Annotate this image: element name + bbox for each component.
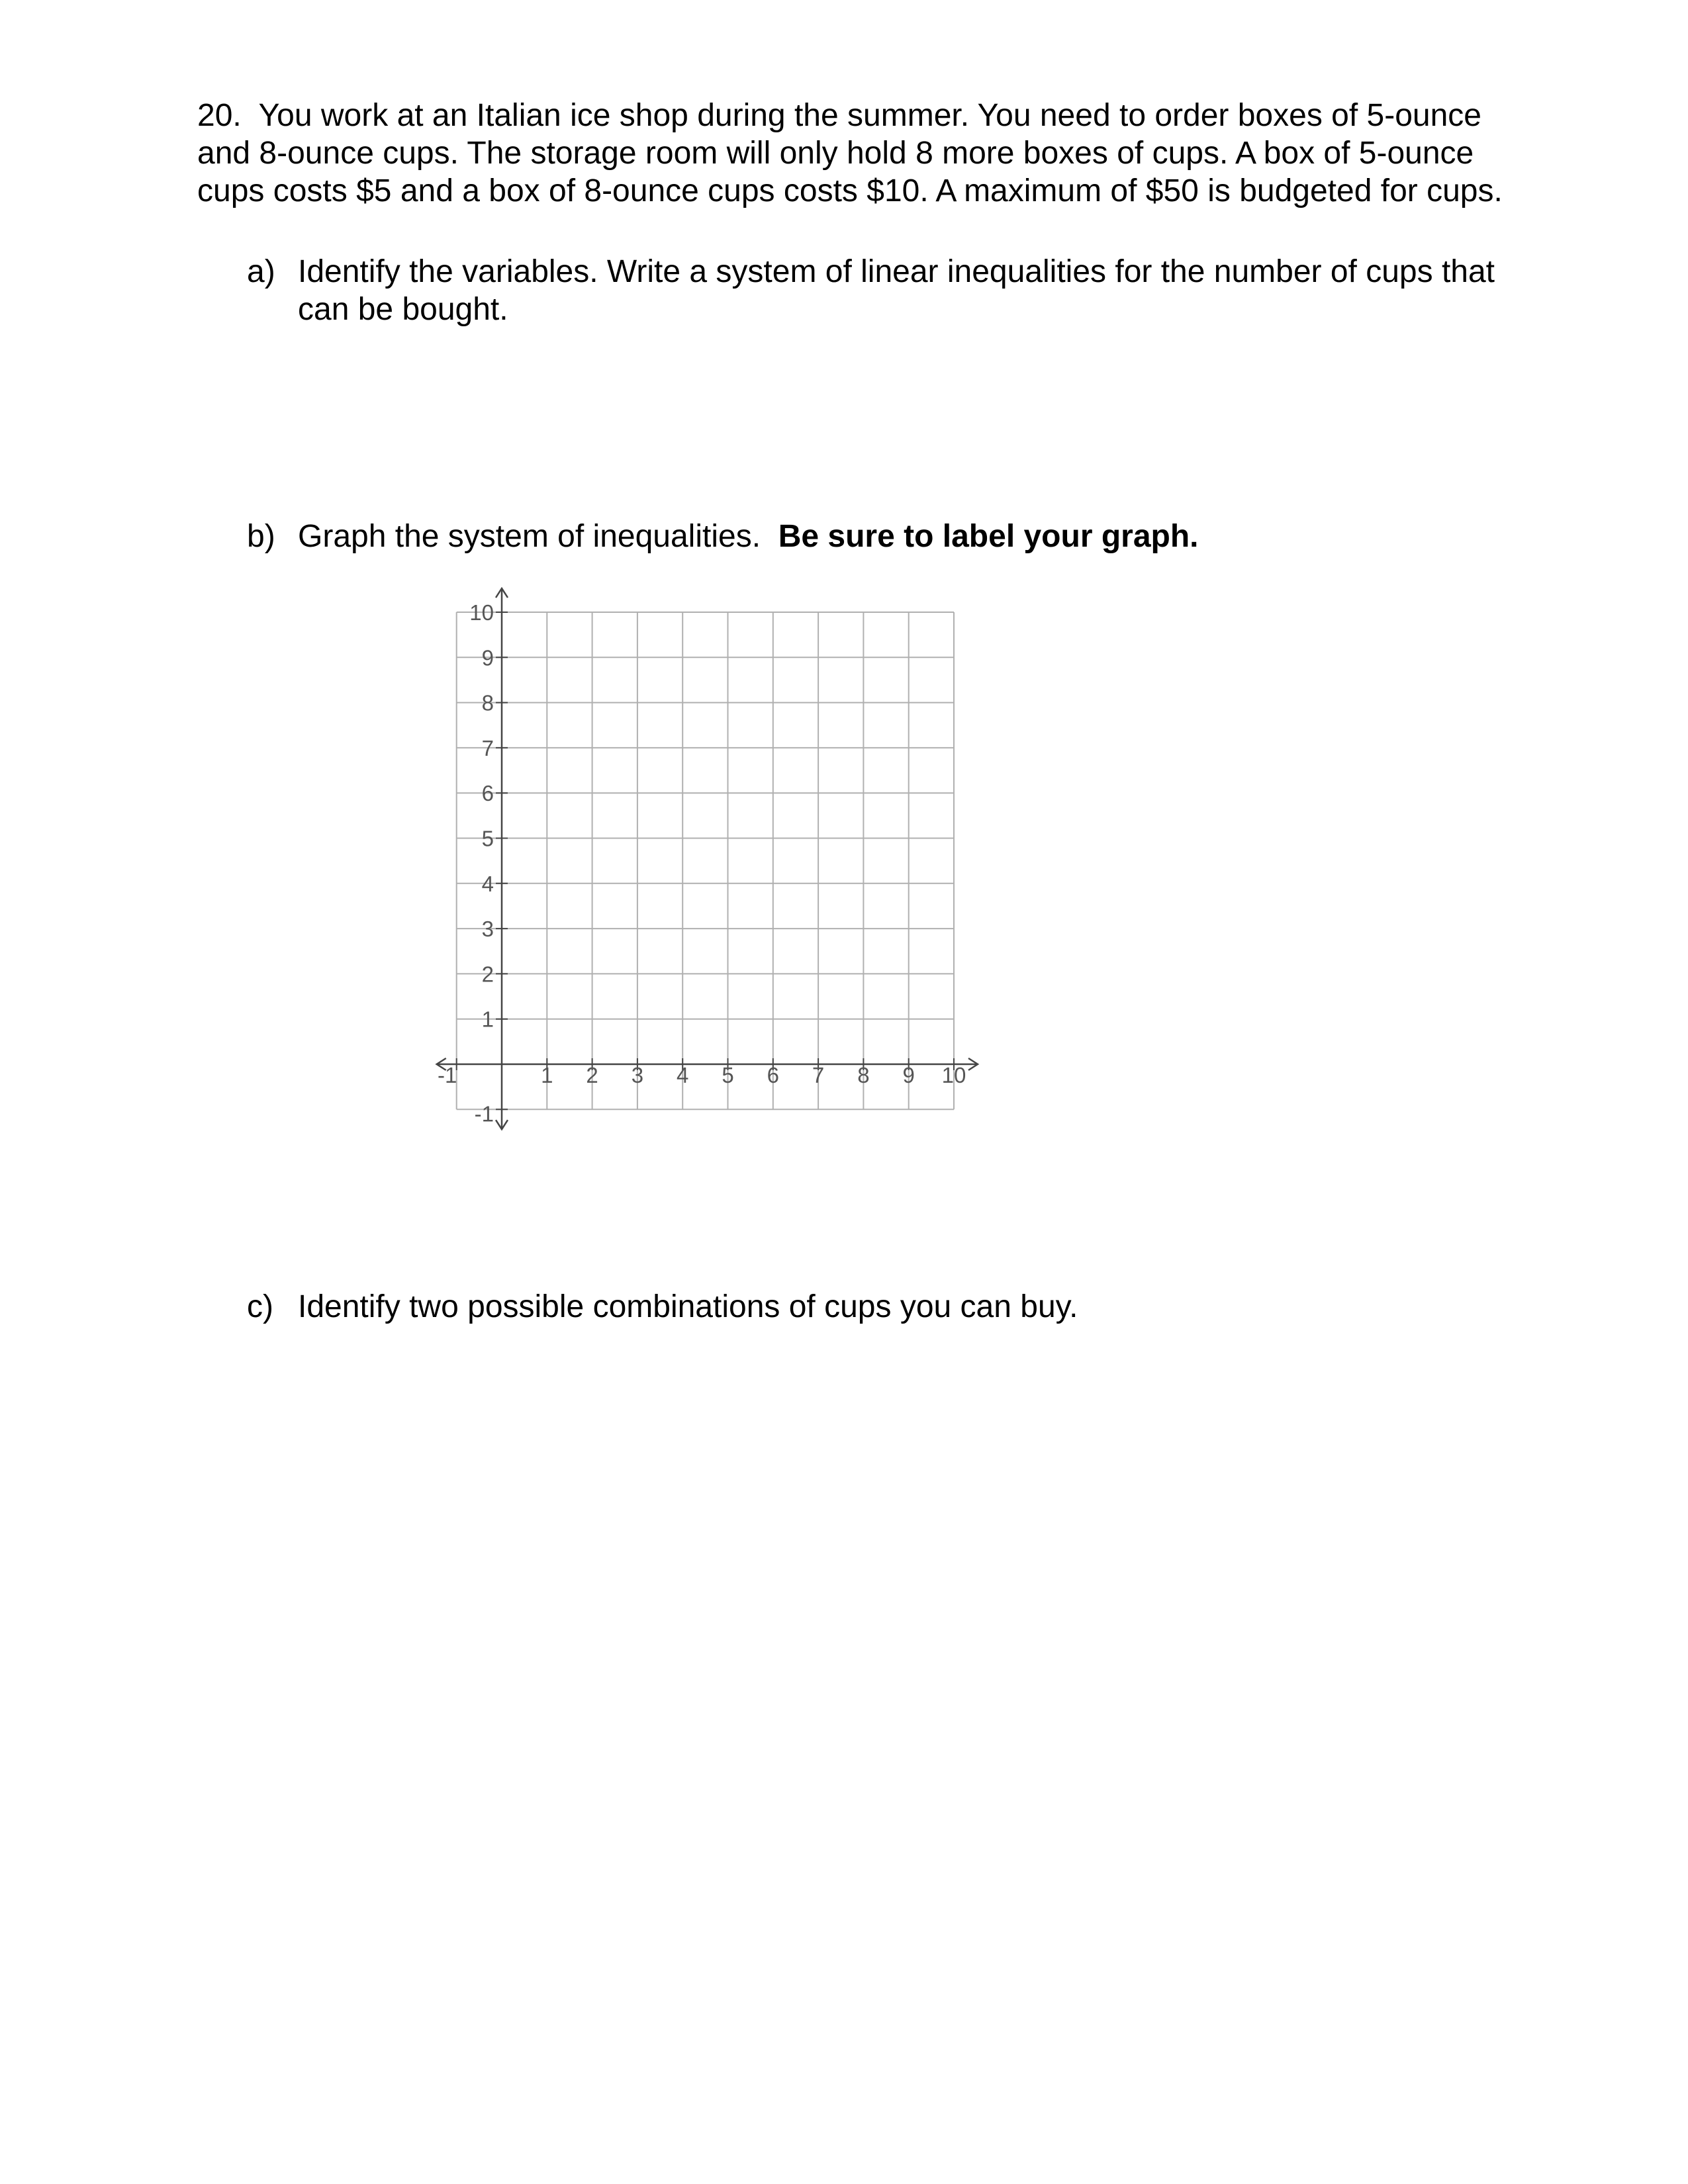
x-tick-label: 1 [541,1063,553,1087]
x-tick-label: 5 [722,1063,734,1087]
part-c-letter: c) [247,1289,273,1324]
x-tick-label: 3 [631,1063,644,1087]
x-tick-label: 9 [902,1063,915,1087]
y-tick-label: 9 [481,645,494,670]
problem-line-3: cups costs $5 and a box of 8-ounce cups costs $10. A maximum of $50 is budgeted for cups. [197,173,1503,208]
problem-line-2: and 8-ounce cups. The storage room will only hold 8 more boxes of cups. A box of 5-ounce [197,136,1474,171]
part-b-instruction: Graph the system of inequalities. [298,519,761,554]
part-a-line-2: can be bought. [298,292,508,327]
y-tick-label: 5 [481,826,494,851]
y-tick-label: 6 [481,781,494,806]
part-a [247,253,1571,339]
part-a-text [298,253,1495,328]
y-tick-label: 3 [481,917,494,942]
x-tick-label: 10 [941,1063,966,1087]
y-tick-label: 2 [481,962,494,987]
part-a-line-1: Identify the variables. Write a system of linear inequalities for the number of cups that [298,254,1495,289]
y-tick-label: 8 [481,690,494,715]
y-tick-label: 7 [481,735,494,760]
part-b-letter: b) [247,519,275,554]
part-c [247,1288,1571,1328]
part-b-bold-instruction: Be sure to label your graph. [778,519,1199,554]
problem-number: 20. [197,98,242,133]
y-tick-label: 10 [469,600,494,625]
x-tick-label: 8 [857,1063,870,1087]
x-tick-label: -1 [438,1063,457,1087]
x-tick-label: 7 [812,1063,825,1087]
y-tick-label: -1 [474,1101,494,1126]
part-a-letter: a) [247,254,275,289]
x-tick-label: 4 [677,1063,689,1087]
problem-statement [197,97,1574,210]
problem-line-1: 20. You work at an Italian ice shop during the summer. You need to order boxes of 5-ounce [197,98,1481,133]
part-b-text [298,518,1199,555]
y-tick-label: 4 [481,871,494,896]
x-tick-label: 2 [586,1063,598,1087]
coordinate-grid [424,582,980,1152]
part-b [247,518,1571,557]
part-c-text: Identify two possible combinations of cups you can buy. [298,1289,1078,1324]
y-tick-label: 1 [481,1007,494,1032]
x-tick-label: 6 [767,1063,779,1087]
